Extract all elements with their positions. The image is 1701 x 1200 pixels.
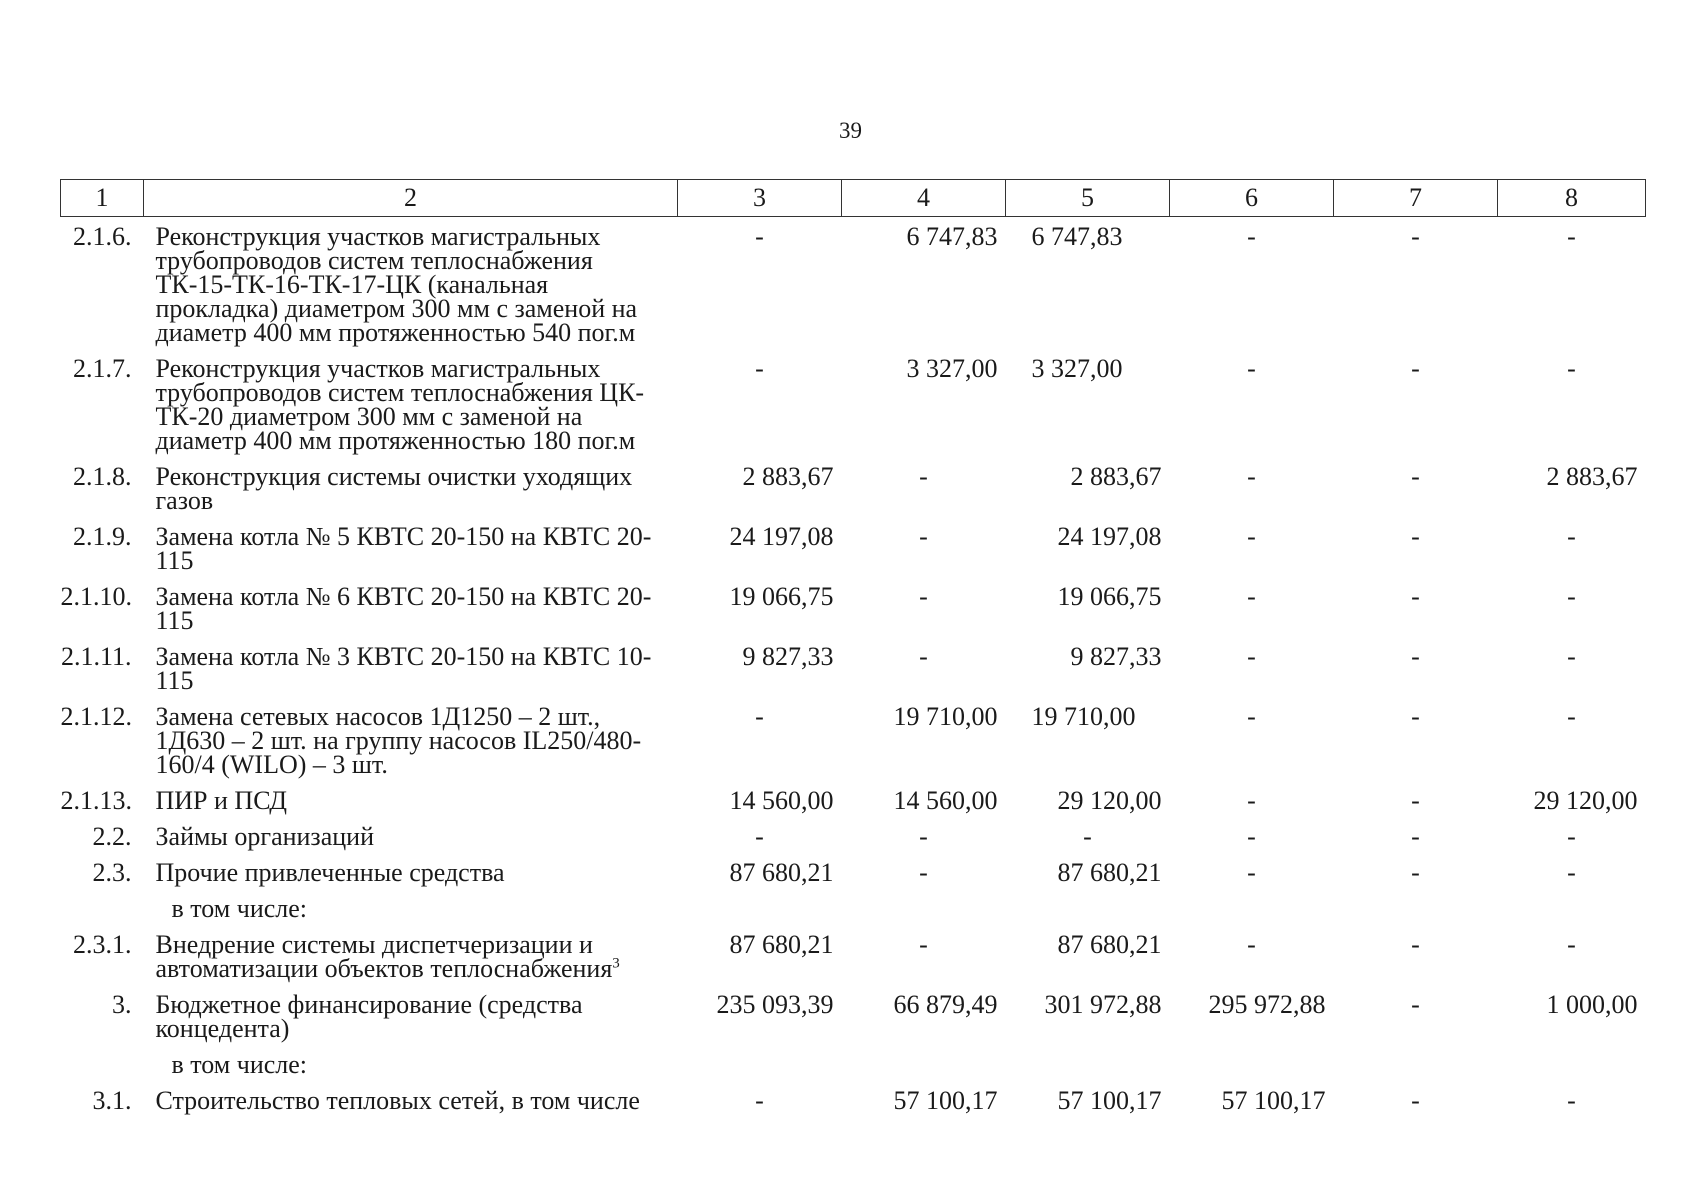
cell-col8: 2 883,67 [1546,462,1638,491]
cell-col7: - [1411,822,1420,851]
row-number: 3. [112,990,132,1019]
cell-col6: - [1247,786,1256,815]
cell-col4: 3 327,00 [906,354,998,383]
cell-col6: - [1247,462,1256,491]
cell-col7: - [1411,786,1420,815]
cell-col3: - [755,1086,764,1115]
column-header-6: 6 [1170,180,1334,217]
cell-col7: - [1411,930,1420,959]
financing-table [60,179,1645,1117]
cell-col8: - [1567,642,1576,671]
cell-col7: - [1411,522,1420,551]
cell-col5: 57 100,17 [1057,1086,1162,1115]
row-number: 2.1.7. [73,354,132,383]
cell-col7: - [1411,462,1420,491]
cell-col7: - [1411,990,1420,1019]
row-number: 2.1.13. [60,786,132,815]
cell-col4: - [919,642,928,671]
cell-col4: 57 100,17 [893,1086,998,1115]
cell-col7: - [1411,858,1420,887]
row-description [144,925,678,985]
cell-col8: - [1567,858,1576,887]
row-number: 3.1. [92,1086,132,1115]
cell-col7: - [1411,642,1420,671]
cell-col8: 29 120,00 [1533,786,1638,815]
cell-col7: - [1411,354,1420,383]
table-row [61,781,1646,817]
cell-col3: 24 197,08 [729,522,834,551]
cell-col5: 6 747,83 [1031,222,1123,251]
row-description: Замена котла № 3 КВТС 20-150 на КВТС 10-115 [155,642,652,695]
cell-col4: 6 747,83 [906,222,998,251]
row-description: Замена котла № 6 КВТС 20-150 на КВТС 20-115 [155,582,652,635]
cell-col4: 66 879,49 [893,990,998,1019]
row-number: 2.1.9. [73,522,132,551]
table-row [61,349,1646,457]
row-description: Бюджетное финансирование (средства концедента) [155,990,583,1043]
cell-col3: - [755,702,764,731]
cell-col5: 87 680,21 [1057,858,1162,887]
cell-col4: - [919,930,928,959]
cell-col3: - [755,354,764,383]
cell-col6: 295 972,88 [1208,990,1326,1019]
table-row [61,1081,1646,1117]
cell-col6: - [1247,702,1256,731]
row-description: Строительство тепловых сетей, в том числе [155,1086,640,1115]
cell-col3: 9 827,33 [742,642,834,671]
cell-col6: - [1247,930,1256,959]
cell-col3: 19 066,75 [729,582,834,611]
subheading-text: в том числе: [171,894,308,923]
row-description: Замена сетевых насосов 1Д1250 – 2 шт., 1Д630 – 2 шт. на группу насосов IL250/480-160/4 (WILO) – 3 шт. [155,702,642,779]
cell-col7: - [1411,1086,1420,1115]
cell-col4: - [919,462,928,491]
footnote-marker: 3 [612,955,620,972]
cell-col4: - [919,522,928,551]
cell-col3: 87 680,21 [729,930,834,959]
column-header-5: 5 [1006,180,1170,217]
row-description: Займы организаций [155,822,374,851]
row-description: Реконструкция системы очистки уходящих газов [155,462,633,515]
column-header-1: 1 [61,180,144,217]
cell-col6: - [1247,222,1256,251]
cell-col3: 87 680,21 [729,858,834,887]
row-number: 2.3.1. [73,930,132,959]
table-row [61,985,1646,1045]
row-number: 2.3. [92,858,132,887]
cell-col7: - [1411,702,1420,731]
table-row [61,577,1646,637]
cell-col5: 9 827,33 [1070,642,1162,671]
cell-col6: - [1247,858,1256,887]
cell-col8: - [1567,1086,1576,1115]
column-header-2: 2 [144,180,678,217]
cell-col8: - [1567,582,1576,611]
page-number: 39 [839,118,862,143]
cell-col6: - [1247,822,1256,851]
row-description: Прочие привлеченные средства [155,858,505,887]
row-description-text: Внедрение системы диспетчеризации и автоматизации объектов теплоснабжения [155,930,613,983]
table-row [61,637,1646,697]
row-description: Реконструкция участков магистральных трубопроводов систем теплоснабжения ЦК-ТК-20 диаметром 300 мм с заменой на диаметр 400 мм протяженностью 180 пог.м [155,354,645,455]
table-row [61,817,1646,853]
cell-col8: 1 000,00 [1546,990,1638,1019]
row-number: 2.1.6. [73,222,132,251]
cell-col7: - [1411,582,1420,611]
row-description: Замена котла № 5 КВТС 20-150 на КВТС 20-115 [155,522,652,575]
table-row-subheading [61,1045,1646,1081]
cell-col5: 301 972,88 [1044,990,1162,1019]
cell-col5: 24 197,08 [1057,522,1162,551]
table-row [61,853,1646,889]
cell-col3: - [755,822,764,851]
table-row [61,925,1646,985]
cell-col6: 57 100,17 [1221,1086,1326,1115]
table-row [61,457,1646,517]
cell-col5: - [1083,822,1092,851]
cell-col4: 14 560,00 [893,786,998,815]
cell-col4: - [919,858,928,887]
row-description: ПИР и ПСД [155,786,287,815]
row-number: 2.1.12. [60,702,132,731]
table-row-subheading [61,889,1646,925]
cell-col6: - [1247,354,1256,383]
cell-col8: - [1567,702,1576,731]
cell-col8: - [1567,930,1576,959]
row-number: 2.1.10. [60,582,132,611]
cell-col4: 19 710,00 [893,702,998,731]
cell-col4: - [919,822,928,851]
table-row [61,517,1646,577]
cell-col6: - [1247,642,1256,671]
row-number: 2.2. [92,822,132,851]
cell-col8: - [1567,822,1576,851]
cell-col6: - [1247,522,1256,551]
cell-col3: 2 883,67 [742,462,834,491]
column-header-7: 7 [1334,180,1498,217]
cell-col5: 19 066,75 [1057,582,1162,611]
column-header-3: 3 [678,180,842,217]
cell-col5: 29 120,00 [1057,786,1162,815]
cell-col4: - [919,582,928,611]
cell-col3: - [755,222,764,251]
cell-col8: - [1567,354,1576,383]
cell-col3: 14 560,00 [729,786,834,815]
cell-col6: - [1247,582,1256,611]
cell-col5: 87 680,21 [1057,930,1162,959]
column-header-8: 8 [1498,180,1646,217]
table-header-row [61,180,1646,217]
cell-col3: 235 093,39 [716,990,834,1019]
row-description: Реконструкция участков магистральных трубопроводов систем теплоснабжения ТК-15-ТК-16-ТК-17-ЦК (канальная прокладка) диаметром 300 мм с заменой на диаметр 400 мм протяженностью 540 пог.м [155,222,638,347]
subheading-text: в том числе: [171,1050,308,1079]
table-row [61,697,1646,781]
cell-col8: - [1567,522,1576,551]
cell-col5: 2 883,67 [1070,462,1162,491]
row-number: 2.1.8. [73,462,132,491]
cell-col5: 19 710,00 [1031,702,1136,731]
column-header-4: 4 [842,180,1006,217]
table-row [61,217,1646,350]
row-number: 2.1.11. [60,642,132,671]
cell-col5: 3 327,00 [1031,354,1123,383]
cell-col8: - [1567,222,1576,251]
cell-col7: - [1411,222,1420,251]
